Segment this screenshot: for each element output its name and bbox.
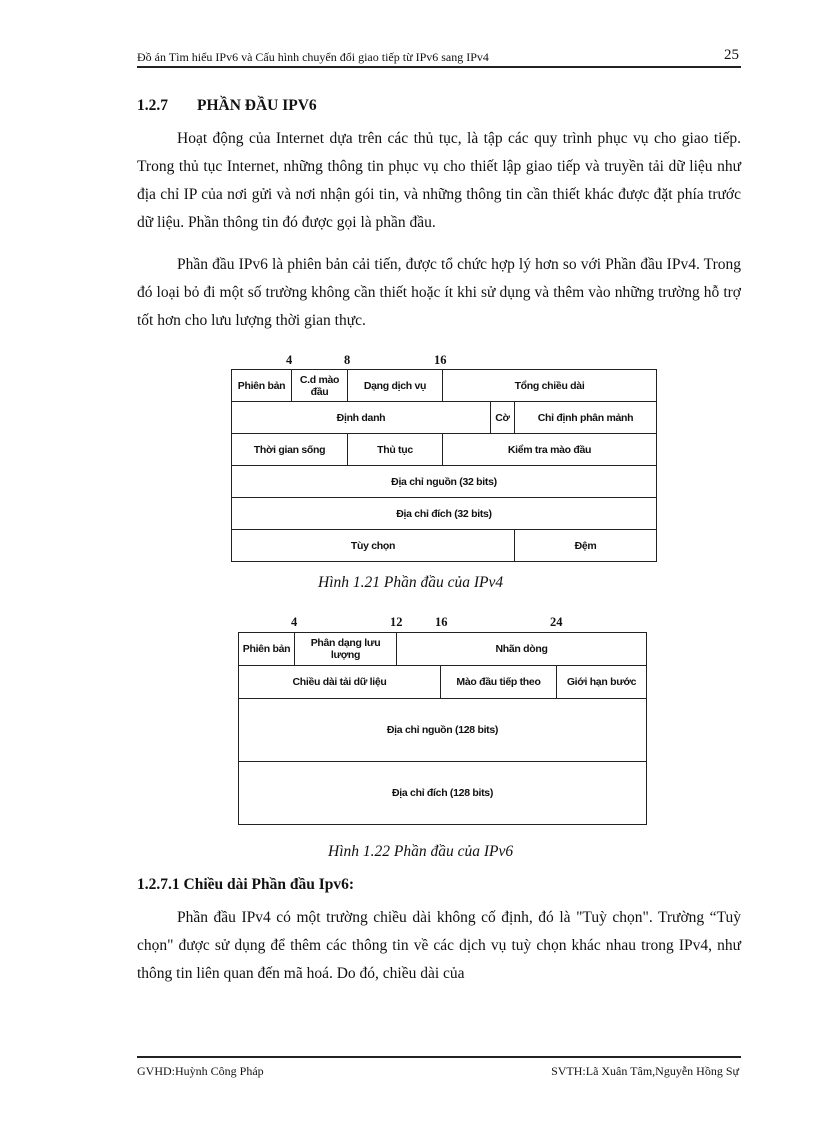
section-heading — [137, 97, 317, 115]
ipv4-field-checksum: Kiểm tra mào đầu — [443, 434, 657, 466]
figure-caption-ipv4: Hình 1.21 Phần đầu của IPv4 — [318, 574, 504, 591]
ipv4-field-destination: Địa chỉ đích (32 bits) — [232, 498, 657, 530]
figure-caption-ipv6: Hình 1.22 Phần đầu của IPv6 — [328, 843, 514, 860]
ipv4-field-version: Phiên bản — [232, 370, 292, 402]
ipv4-field-fragment-offset: Chỉ định phân mảnh — [515, 402, 657, 434]
ipv6-field-payload-length: Chiều dài tải dữ liệu — [239, 666, 441, 699]
ipv6-field-version: Phiên bản — [239, 633, 295, 666]
ipv6-field-hop-limit: Giới hạn bước — [557, 666, 647, 699]
footer-students: SVTH:Lã Xuân Tâm,Nguyễn Hồng Sự — [551, 1064, 739, 1078]
subsection-heading — [137, 876, 354, 894]
ipv6-bit-label: 4 — [291, 615, 298, 629]
footer-supervisor: GVHD:Huỳnh Công Pháp — [137, 1064, 264, 1078]
paragraph-options-length: Phần đầu IPv4 có một trường chiều dài không cố định, đó là "Tuỳ chọn". Trường “Tuỳ chọn" được sử dụng để thêm các thông tin về các dịch vụ tuỳ chọn khác nhau trong IPv4, như thông tin liên quan đến mã hoá. Do đó, chiều dài của — [137, 909, 741, 982]
paragraph-intro: Hoạt động của Internet dựa trên các thủ tục, là tập các quy trình phục vụ cho giao tiếp. Trong thủ tục Internet, những thông tin phục vụ cho thiết lập giao tiếp và truyền tải dữ liệu như địa chỉ IP của nơi gửi và nơi nhận gói tin, và những thông tin cần thiết khác được đặt phía trước dữ liệu. Phần thông tin đó được gọi là phần đầu. — [137, 130, 741, 231]
ipv6-field-destination: Địa chỉ đích (128 bits) — [239, 762, 647, 825]
page-footer — [137, 1056, 741, 1078]
ipv6-bit-label: 24 — [550, 615, 563, 629]
page-number: 25 — [724, 47, 739, 63]
subsection-title: Chiều dài Phần đầu Ipv6: — [183, 876, 355, 893]
ipv4-field-source: Địa chỉ nguồn (32 bits) — [232, 466, 657, 498]
ipv4-bit-label: 16 — [434, 353, 447, 367]
ipv4-field-flags: Cờ — [491, 402, 515, 434]
ipv4-bit-label: 4 — [286, 353, 293, 367]
ipv4-bit-label: 8 — [344, 353, 351, 367]
ipv4-field-tos: Dạng dịch vụ — [348, 370, 443, 402]
header-title: Đồ án Tìm hiểu IPv6 và Cấu hình chuyển đổi giao tiếp từ IPv6 sang IPv4 — [137, 50, 489, 64]
ipv6-header-diagram — [238, 632, 647, 825]
ipv4-field-padding: Đệm — [515, 530, 657, 562]
ipv6-field-flow-label: Nhãn dòng — [397, 633, 647, 666]
subsection-number: 1.2.7.1 — [137, 876, 180, 893]
ipv6-field-source: Địa chỉ nguồn (128 bits) — [239, 699, 647, 762]
ipv6-bit-label: 16 — [435, 615, 448, 629]
ipv6-bit-label: 12 — [390, 615, 403, 629]
ipv6-field-next-header: Mào đầu tiếp theo — [441, 666, 557, 699]
ipv4-field-identification: Định danh — [232, 402, 491, 434]
ipv6-field-traffic-class: Phân dạng lưu lượng — [295, 633, 397, 666]
section-title: PHẦN ĐẦU IPV6 — [197, 97, 317, 114]
page-header — [137, 47, 741, 68]
ipv4-field-ttl: Thời gian sống — [232, 434, 348, 466]
ipv4-field-options: Tùy chọn — [232, 530, 515, 562]
paragraph-ipv6-improved: Phần đầu IPv6 là phiên bản cải tiến, được tổ chức hợp lý hơn so với Phần đầu IPv4. Trong đó loại bỏ đi một số trường không cần thiết hoặc ít khi sử dụng và thêm vào những trường hỗ trợ tốt hơn cho lưu lượng thời gian thực. — [137, 256, 741, 329]
ipv4-field-protocol: Thủ tục — [348, 434, 443, 466]
section-number: 1.2.7 — [137, 97, 168, 114]
ipv4-field-total-length: Tổng chiều dài — [443, 370, 657, 402]
ipv4-header-diagram — [231, 369, 657, 562]
ipv4-field-ihl: C.d mào đầu — [292, 370, 348, 402]
